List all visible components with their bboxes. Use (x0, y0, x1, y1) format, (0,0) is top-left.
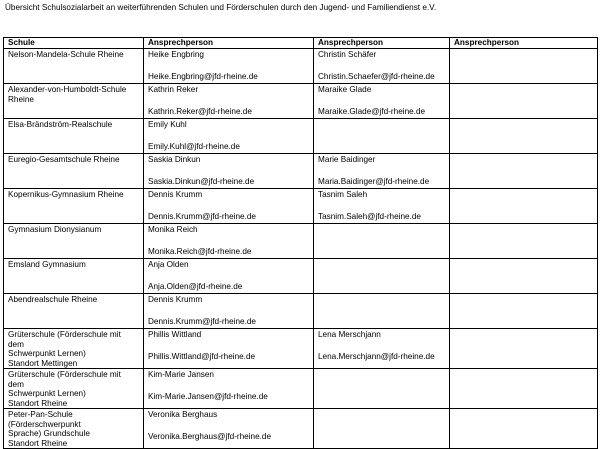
contact-cell-2 (314, 294, 450, 329)
contact-cell-1 (144, 189, 314, 224)
school-cell (4, 409, 144, 449)
contact-cell-1 (144, 259, 314, 294)
contact-name (454, 189, 593, 190)
school-cell (4, 294, 144, 329)
school-cell (4, 259, 144, 294)
column-header-contact-1: Ansprechperson (144, 38, 314, 49)
contact-email[interactable]: Maria.Baidinger@jfd-rheine.de (318, 176, 430, 186)
contact-name (318, 369, 445, 370)
contact-name (318, 294, 445, 295)
school-cell (4, 84, 144, 119)
contact-email[interactable]: Phillis.Wittland@jfd-rheine.de (148, 351, 256, 361)
contact-cell-3 (450, 154, 598, 189)
contact-cell-3 (450, 119, 598, 154)
table-row (4, 189, 598, 224)
contact-cell-2 (314, 369, 450, 409)
contact-cell-3 (450, 259, 598, 294)
contact-cell-1 (144, 369, 314, 409)
contact-name: Marie Baidinger (318, 155, 376, 164)
contact-cell-1 (144, 119, 314, 154)
contact-cell-2 (314, 259, 450, 294)
contact-name (454, 369, 593, 370)
contact-name (454, 49, 593, 50)
contact-name (454, 154, 593, 155)
contact-email[interactable]: Kim-Marie.Jansen@jfd-rheine.de (148, 391, 268, 401)
contacts-table (3, 37, 598, 449)
contact-name: Lena Merschjann (318, 330, 381, 339)
contact-name: Anja Olden (148, 260, 189, 269)
school-name: Grüterschule (Förderschule mit dem Schwerpunkt Lernen) Standort Mettingen (8, 330, 121, 368)
contact-email[interactable]: Emily.Kuhl@jfd-rheine.de (148, 141, 240, 151)
contact-cell-2 (314, 119, 450, 154)
contact-name: Phillis Wittland (148, 330, 202, 339)
contact-name (454, 224, 593, 225)
school-cell (4, 189, 144, 224)
contact-cell-1 (144, 84, 314, 119)
table-row (4, 294, 598, 329)
school-cell (4, 49, 144, 84)
contact-name: Saskia Dinkun (148, 155, 201, 164)
school-cell (4, 119, 144, 154)
contact-name: Tasnim Saleh (318, 190, 368, 199)
table-row (4, 84, 598, 119)
contact-name: Kathrin Reker (148, 85, 199, 94)
contact-name (318, 224, 445, 225)
contact-email[interactable]: Veronika.Berghaus@jfd-rheine.de (148, 431, 272, 441)
contact-name (318, 119, 445, 120)
contact-cell-2 (314, 154, 450, 189)
contact-cell-3 (450, 224, 598, 259)
contact-cell-2 (314, 409, 450, 449)
table-body (4, 49, 598, 449)
contact-name: Christin Schäfer (318, 50, 377, 59)
contact-name: Heike Engbring (148, 50, 204, 59)
table-row (4, 49, 598, 84)
table-row (4, 119, 598, 154)
school-name: Emsland Gymnasium (8, 260, 86, 269)
contact-cell-3 (450, 369, 598, 409)
contact-cell-2 (314, 49, 450, 84)
contact-name: Dennis Krumm (148, 295, 203, 304)
table-row (4, 369, 598, 409)
contact-cell-3 (450, 189, 598, 224)
table-header-row (4, 38, 598, 49)
contact-name: Maraike Glade (318, 85, 372, 94)
contact-name: Veronika Berghaus (148, 410, 218, 419)
table-row (4, 154, 598, 189)
school-name: Grüterschule (Förderschule mit dem Schwerpunkt Lernen) Standort Rheine (8, 370, 121, 408)
school-name: Kopernikus-Gymnasium Rheine (8, 190, 124, 199)
school-name: Peter-Pan-Schule (Förderschwerpunkt Sprache) Grundschule Standort Rheine (8, 410, 90, 448)
contact-email[interactable]: Lena.Merschjann@jfd-rheine.de (318, 351, 435, 361)
contact-cell-1 (144, 154, 314, 189)
contact-name (454, 259, 593, 260)
column-header-contact-2: Ansprechperson (314, 38, 450, 49)
page-heading: Übersicht Schulsozialarbeit an weiterführenden Schulen und Förderschulen durch den Jugend- und Familiendienst e.V. (5, 3, 437, 12)
contact-cell-3 (450, 84, 598, 119)
contact-name (454, 119, 593, 120)
contact-name: Dennis Krumm (148, 190, 203, 199)
table-row (4, 224, 598, 259)
column-header-contact-3: Ansprechperson (450, 38, 598, 49)
contact-name (318, 259, 445, 260)
contact-cell-3 (450, 294, 598, 329)
school-name: Abendrealschule Rheine (8, 295, 98, 304)
contact-name (454, 329, 593, 330)
contact-cell-3 (450, 409, 598, 449)
contact-name: Emily Kuhl (148, 120, 187, 129)
contact-name (454, 409, 593, 410)
contact-email[interactable]: Kathrin.Reker@jfd-rheine.de (148, 106, 252, 116)
contact-cell-2 (314, 224, 450, 259)
contact-email[interactable]: Maraike.Glade@jfd-rheine.de (318, 106, 426, 116)
contact-email[interactable]: Christin.Schaefer@jfd-rheine.de (318, 71, 435, 81)
contact-email[interactable]: Anja.Olden@jfd-rheine.de (148, 281, 243, 291)
table-row (4, 329, 598, 369)
contact-cell-1 (144, 409, 314, 449)
school-cell (4, 224, 144, 259)
contact-email[interactable]: Saskia.Dinkun@jfd-rheine.de (148, 176, 255, 186)
school-name: Alexander-von-Humboldt-Schule Rheine (8, 85, 127, 104)
contact-name: Monika Reich (148, 225, 198, 234)
contact-cell-1 (144, 294, 314, 329)
table-row (4, 259, 598, 294)
contact-name: Kim-Marie Jansen (148, 370, 214, 379)
contact-cell-3 (450, 329, 598, 369)
contact-name (454, 84, 593, 85)
school-name: Gymnasium Dionysianum (8, 225, 102, 234)
column-header-school: Schule (4, 38, 144, 49)
contact-email[interactable]: Dennis.Krumm@jfd-rheine.de (148, 316, 256, 326)
contact-email[interactable]: Dennis.Krumm@jfd-rheine.de (148, 211, 256, 221)
school-cell (4, 369, 144, 409)
table-row (4, 409, 598, 449)
contact-cell-1 (144, 49, 314, 84)
contact-cell-1 (144, 224, 314, 259)
contact-cell-1 (144, 329, 314, 369)
contact-cell-2 (314, 329, 450, 369)
contact-name (318, 409, 445, 410)
contact-email[interactable]: Tasnim.Saleh@jfd-rheine.de (318, 211, 421, 221)
contact-name (454, 294, 593, 295)
school-cell (4, 329, 144, 369)
school-name: Euregio-Gesamtschule Rheine (8, 155, 120, 164)
contact-cell-2 (314, 84, 450, 119)
contact-email[interactable]: Monika.Reich@jfd-rheine.de (148, 246, 252, 256)
school-cell (4, 154, 144, 189)
contact-cell-3 (450, 49, 598, 84)
school-name: Nelson-Mandela-Schule Rheine (8, 50, 124, 59)
contact-email[interactable]: Heike.Engbring@jfd-rheine.de (148, 71, 258, 81)
contact-cell-2 (314, 189, 450, 224)
school-name: Elsa-Brändström-Realschule (8, 120, 113, 129)
